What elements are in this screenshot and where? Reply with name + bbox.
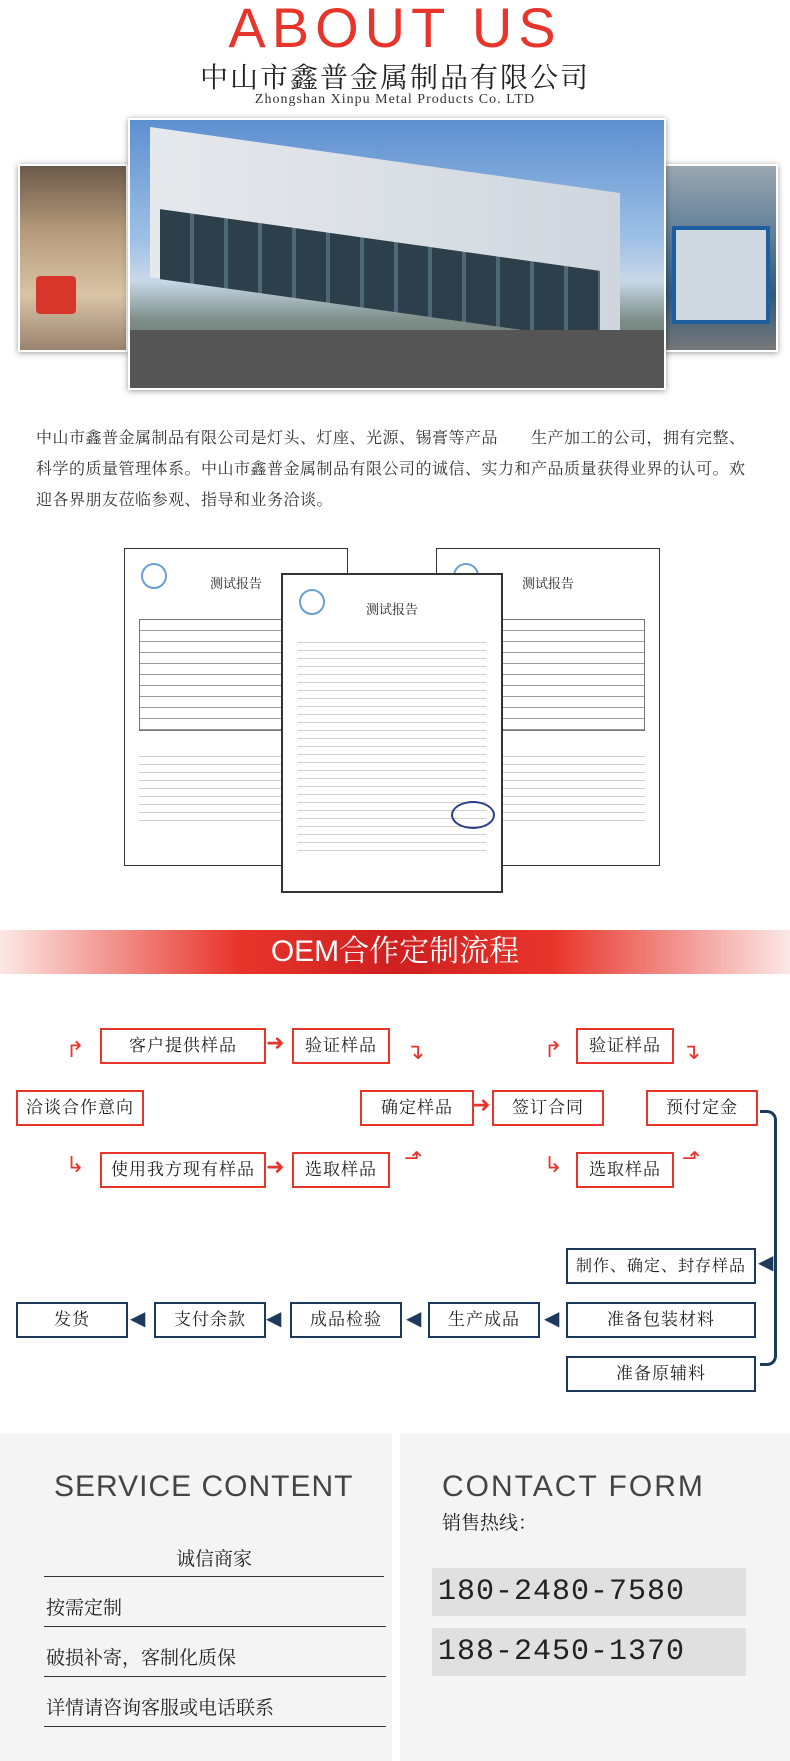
arrow-left-icon: ◀ [406,1306,422,1330]
factory-machine-photo [660,164,778,352]
oem-title: OEM合作定制流程 [270,935,520,968]
arrow-down-right-icon: ↳ [544,1153,563,1178]
service-item-integrity: 诚信商家 [44,1542,384,1577]
arrow-up-right-icon: ⬏ [404,1146,423,1171]
step-sign-contract: 签订合同 [492,1090,604,1126]
step-ship: 发货 [16,1302,128,1338]
arrow-left-icon: ◀ [758,1250,774,1274]
arrow-up-right-icon: ↱ [544,1038,563,1063]
arrow-left-icon: ◀ [130,1306,146,1330]
arrow-up-right-icon: ⬏ [682,1146,701,1171]
step-use-existing-sample: 使用我方现有样品 [100,1152,266,1188]
arrow-right-icon: ➜ [266,1031,285,1056]
report-logo-icon [299,589,325,615]
company-description: 中山市鑫普金属制品有限公司是灯头、灯座、光源、锡膏等产品 生产加工的公司，拥有完整、科学的质量管理体系。中山市鑫普金属制品有限公司的诚信、实力和产品质量获得业界的认可。欢迎各界朋友莅临参观、指导和业务洽谈。 [36,428,746,509]
service-title: SERVICE CONTENT [54,1470,354,1503]
service-item-contact: 详情请咨询客服或电话联系 [44,1690,386,1727]
step-produce: 生产成品 [428,1302,540,1338]
phone-number-1[interactable]: 180-2480-7580 [432,1568,746,1616]
arrow-right-icon: ➜ [472,1093,491,1118]
arrow-down-right-icon: ↴ [682,1040,701,1065]
report-title: 测试报告 [521,577,574,592]
warehouse-photo [18,164,128,352]
step-pay-balance: 支付余款 [154,1302,266,1338]
step-prepare-materials: 准备原辅料 [566,1356,756,1392]
forklift-shape [36,276,76,314]
arrow-down-right-icon: ↳ [66,1153,85,1178]
test-report-center [282,574,502,892]
page-title: ABOUT US [228,0,562,59]
company-building-photo [128,118,666,390]
parking-lot [130,330,664,388]
phone-number-2[interactable]: 188-2450-1370 [432,1628,746,1676]
arrow-left-icon: ◀ [544,1306,560,1330]
step-prepare-packaging: 准备包装材料 [566,1302,756,1338]
arrow-right-icon: ➜ [266,1155,285,1180]
report-title: 测试报告 [209,577,262,592]
arrow-down-right-icon: ↴ [406,1040,425,1065]
step-verify-sample-2: 验证样品 [576,1028,674,1064]
report-title: 测试报告 [365,603,418,618]
company-name-cn: 中山市鑫普金属制品有限公司 [199,61,590,94]
contact-title: CONTACT FORM [442,1470,705,1503]
step-select-sample-1: 选取样品 [292,1152,390,1188]
step-deposit: 预付定金 [646,1090,758,1126]
company-name-en: Zhongshan Xinpu Metal Products Co. LTD [254,92,536,107]
machine-shape [672,226,770,324]
service-item-custom: 按需定制 [44,1590,386,1627]
signature-stamp-icon [451,801,495,829]
step-select-sample-2: 选取样品 [576,1152,674,1188]
step-inspect: 成品检验 [290,1302,402,1338]
hotline-label: 销售热线： [442,1512,538,1534]
report-logo-icon [141,563,167,589]
service-item-warranty: 破损补寄，客制化质保 [44,1640,386,1677]
arrow-left-icon: ◀ [266,1306,282,1330]
flow-connector-bracket [760,1110,777,1366]
step-client-sample: 客户提供样品 [100,1028,266,1064]
step-confirm-sample: 确定样品 [360,1090,474,1126]
step-make-confirm-seal: 制作、确定、封存样品 [566,1248,756,1284]
arrow-up-right-icon: ↱ [66,1038,85,1063]
step-verify-sample-1: 验证样品 [292,1028,390,1064]
step-negotiate: 洽谈合作意向 [16,1090,144,1126]
